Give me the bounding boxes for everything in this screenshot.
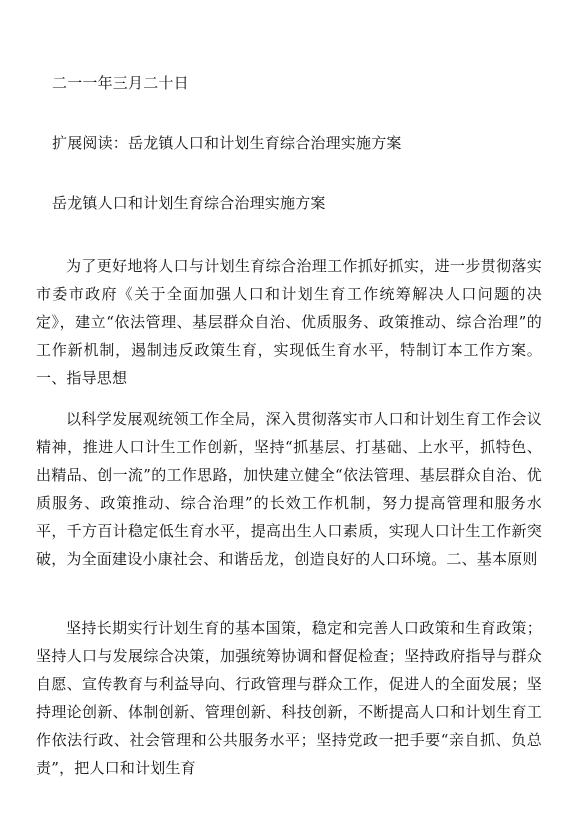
paragraph-3: 坚持长期实行计划生育的基本国策，稳定和完善人口政策和生育政策；坚持人口与发展综合决策，加强统筹协调和督促检查；坚持政府指导与群众自愿、宣传教育与利益导向、行政管理与群众工作，促进人的全面发展；坚持理论创新、体制创新、管理创新、科技创新，不断提高人口和计划生育工作依法行政、社会管理和公共服务水平；坚持党政一把手要“亲自抓、负总责”，把人口和计划生育: [36, 619, 542, 777]
document-title: 岳龙镇人口和计划生育综合治理实施方案: [52, 194, 326, 212]
paragraph-2: 以科学发展观统领工作全局，深入贯彻落实市人口和计划生育工作会议精神，推进人口计生工作创新，坚持“抓基层、打基础、上水平，抓特色、出精品、创一流”的工作思路，加快建立健全“依法管理、基层群众自治、优质服务、政策推动、综合治理”的长效工作机制，努力提高管理和服务水平，千方百计稳定低生育水平，提高出生人口素质，实现人口计生工作新突破，为全面建设小康社会、和谐岳龙，创造良好的人口环境。二、基本原则: [36, 410, 542, 568]
paragraph-1: 为了更好地将人口与计划生育综合治理工作抓好抓实，进一步贯彻落实市委市政府《关于全面加强人口和计划生育工作统筹解决人口问题的决定》，建立“依法管理、基层群众自治、优质服务、政策推动、综合治理”的工作新机制，遏制违反政策生育，实现低生育水平，特制订本工作方案。一、指导思想: [36, 257, 542, 387]
further-reading-heading: 扩展阅读：岳龙镇人口和计划生育综合治理实施方案: [52, 134, 402, 152]
document-date: 二一一年三月二十日: [52, 74, 189, 92]
